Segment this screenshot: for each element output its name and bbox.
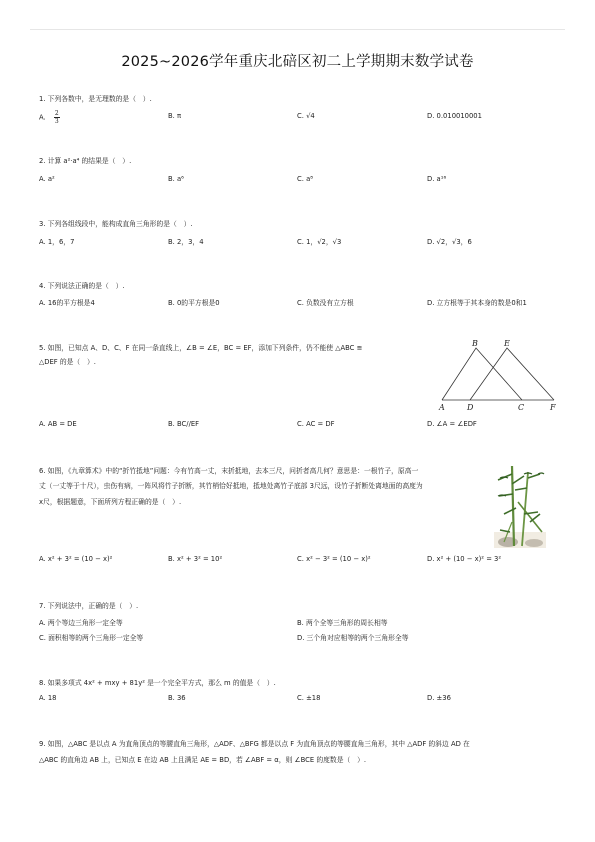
question-1-option-b[interactable]: B. π xyxy=(168,112,182,120)
question-2-option-a[interactable]: A. a² xyxy=(39,175,55,183)
fraction xyxy=(54,110,60,125)
question-3-option-b[interactable]: B. 2，3，4 xyxy=(168,238,204,246)
question-4-option-d[interactable]: D. 立方根等于其本身的数是0和1 xyxy=(427,299,527,307)
question-1-stem: 1. 下列各数中，是无理数的是（ ）. xyxy=(39,95,152,103)
page-title: 2025~2026学年重庆北碚区初二上学期期末数学试卷 xyxy=(121,54,474,70)
label-b: B xyxy=(472,339,478,348)
question-1-option-d[interactable]: D. 0.010010001 xyxy=(427,112,482,120)
top-rule xyxy=(30,29,565,30)
question-2-stem: 2. 计算 a²·a⁴ 的结果是（ ）. xyxy=(39,157,132,165)
question-3-stem: 3. 下列各组线段中，能构成直角三角形的是（ ）. xyxy=(39,220,193,228)
denominator: 3 xyxy=(54,118,59,125)
question-8-stem: 8. 如果多项式 4x² + mxy + 81y² 是一个完全平方式，那么 m 的值是（ ）. xyxy=(39,679,276,687)
question-6-stem-line-1: 6. 如图，《九章算术》中的“折竹抵地”问题：今有竹高一丈，末折抵地，去本三尺，问折者高几何？意思是：一根竹子，原高一 xyxy=(39,467,419,475)
option-a-letter: A. xyxy=(39,113,46,122)
question-5-option-c[interactable]: C. AC = DF xyxy=(297,420,335,428)
question-5-option-d[interactable]: D. ∠A = ∠EDF xyxy=(427,420,477,428)
question-7-option-c[interactable]: C. 面积相等的两个三角形一定全等 xyxy=(39,634,144,642)
question-7-stem: 7. 下列说法中，正确的是（ ）. xyxy=(39,602,139,610)
question-6-stem-line-3: x尺，根据题意，下面所列方程正确的是（ ）. xyxy=(39,498,182,506)
question-5-option-a[interactable]: A. AB = DE xyxy=(39,420,77,428)
question-3-option-a[interactable]: A. 1，6，7 xyxy=(39,238,75,246)
label-d: D xyxy=(467,403,474,412)
question-6-option-a[interactable]: A. x² + 3² = (10 − x)² xyxy=(39,555,113,563)
question-6-option-d[interactable]: D. x² + (10 − x)² = 3² xyxy=(427,555,502,563)
label-a: A xyxy=(439,403,445,412)
label-e: E xyxy=(504,339,510,348)
question-8-option-b[interactable]: B. 36 xyxy=(168,694,186,702)
question-3-option-c[interactable]: C. 1，√2，√3 xyxy=(297,238,342,246)
question-6-stem-line-2: 丈（一丈等于十尺），虫伤有病，一阵风将竹子折断，其竹梢恰好抵地，抵地处离竹子底部 3尺远，设竹子折断处离地面的高度为 xyxy=(39,482,423,490)
question-4-option-c[interactable]: C. 负数没有立方根 xyxy=(297,299,354,307)
question-4-option-a[interactable]: A. 16的平方根是4 xyxy=(39,299,95,307)
question-7-option-d[interactable]: D. 三个角对应相等的两个三角形全等 xyxy=(297,634,409,642)
question-1-option-c[interactable]: C. √4 xyxy=(297,112,315,120)
question-5-stem-line-2: △DEF 的是（ ）. xyxy=(39,358,96,366)
label-c: C xyxy=(518,403,525,412)
question-5-stem-line-1: 5. 如图，已知点 A、D、C、F 在同一条直线上，∠B = ∠E，BC = EF，添加下列条件，仍不能使 △ABC ≅ xyxy=(39,344,363,352)
question-8-option-a[interactable]: A. 18 xyxy=(39,694,57,702)
question-7-option-a[interactable]: A. 两个等边三角形一定全等 xyxy=(39,619,123,627)
question-1-option-a[interactable] xyxy=(39,110,60,125)
question-2-option-d[interactable]: D. a¹⁶ xyxy=(427,175,447,183)
question-7-option-b[interactable]: B. 两个全等三角形的周长相等 xyxy=(297,619,388,627)
question-6-option-c[interactable]: C. x² − 3² = (10 − x)² xyxy=(297,555,371,563)
question-4-stem: 4. 下列说法正确的是（ ）. xyxy=(39,282,125,290)
question-2-option-c[interactable]: C. a⁸ xyxy=(297,175,313,183)
question-2-option-b[interactable]: B. a⁶ xyxy=(168,175,184,183)
question-5-option-b[interactable]: B. BC//EF xyxy=(168,420,200,428)
question-6-option-b[interactable]: B. x² + 3² = 10² xyxy=(168,555,223,563)
bamboo-illustration xyxy=(494,462,546,548)
question-5-triangles-figure xyxy=(436,336,560,414)
question-4-option-b[interactable]: B. 0的平方根是0 xyxy=(168,299,220,307)
question-3-option-d[interactable]: D. √2，√3，6 xyxy=(427,238,472,246)
question-8-option-d[interactable]: D. ±36 xyxy=(427,694,451,702)
numerator: 2 xyxy=(54,110,59,117)
question-8-option-c[interactable]: C. ±18 xyxy=(297,694,321,702)
label-f: F xyxy=(550,403,556,412)
question-9-stem-line-1: 9. 如图，△ABC 是以点 A 为直角顶点的等腰直角三角形，△ADF、△BFG 都是以点 F 为直角顶点的等腰直角三角形，其中 △ADF 的斜边 AD 在 xyxy=(39,740,470,748)
question-9-stem-line-2: △ABC 的直角边 AB 上，已知点 E 在边 AB 上且满足 AE = BD，若 ∠ABF = α，则 ∠BCE 的度数是（ ）. xyxy=(39,756,367,764)
